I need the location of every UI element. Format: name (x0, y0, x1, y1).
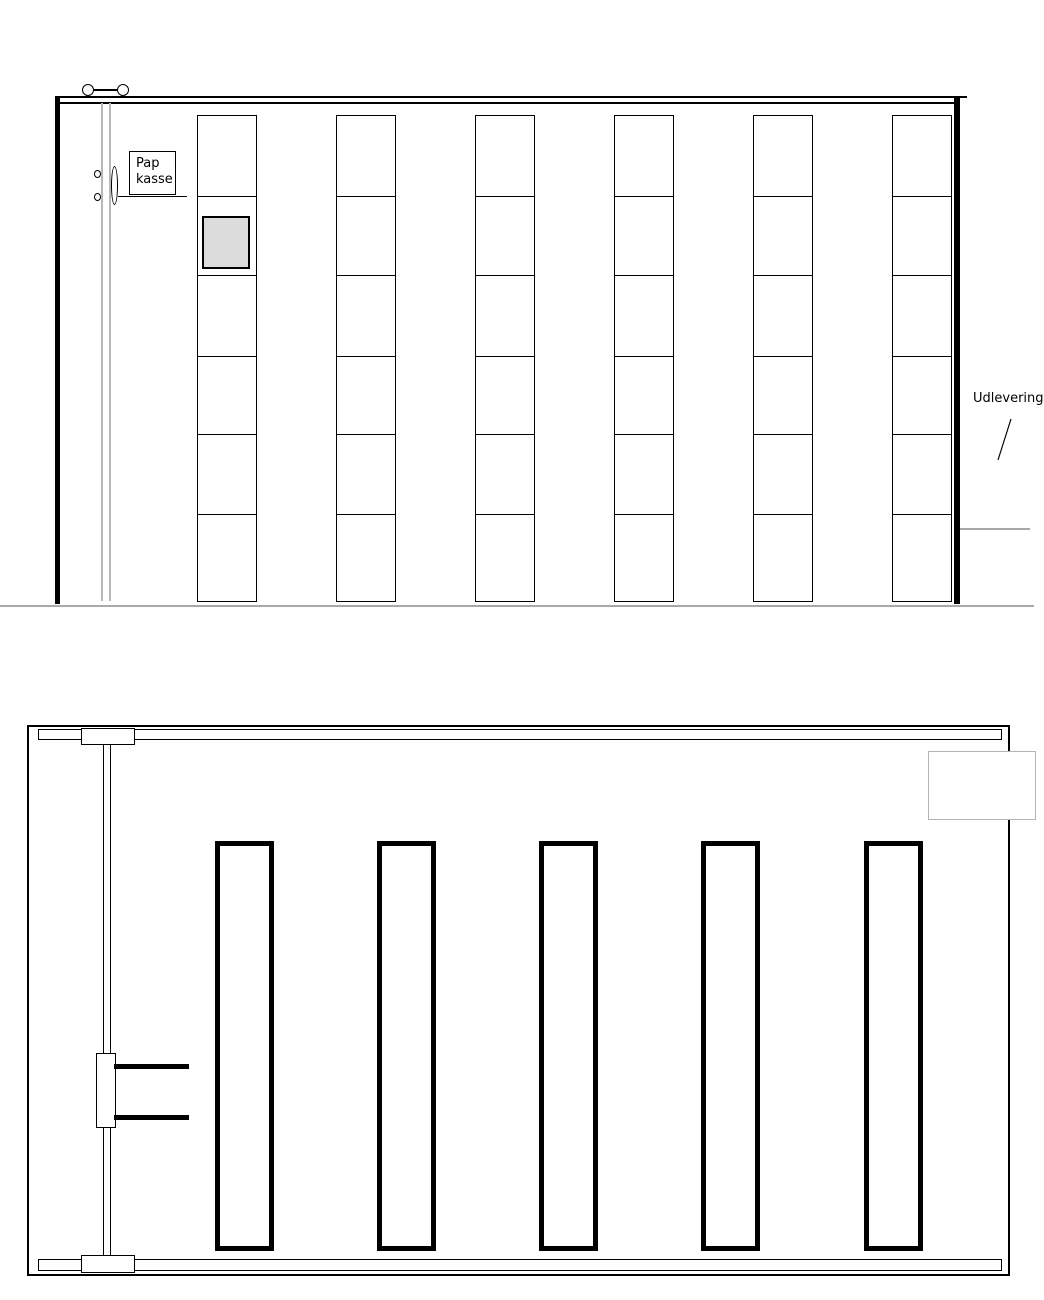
door-rail-mount-top (81, 728, 135, 745)
storage-cell (337, 276, 395, 357)
storage-cell (476, 276, 534, 357)
bottom-wall (38, 1259, 1002, 1271)
storage-column (336, 115, 396, 602)
storage-cell (615, 197, 673, 276)
right-wall (954, 96, 960, 604)
storage-cell (754, 515, 812, 601)
storage-cell (476, 515, 534, 601)
storage-cell (893, 515, 951, 601)
storage-cell (615, 357, 673, 435)
door-screw-icon (94, 170, 101, 178)
storage-cell (754, 197, 812, 276)
handle-bar (114, 1115, 189, 1120)
room-outline (27, 725, 1010, 1276)
side-room-box (928, 751, 1036, 820)
door-handle-plan (96, 1053, 116, 1128)
storage-column (892, 115, 952, 602)
roller-icon (117, 84, 129, 96)
storage-cell (337, 357, 395, 435)
storage-cell (754, 435, 812, 515)
storage-cell (754, 357, 812, 435)
stored-box (202, 216, 250, 269)
storage-cell (893, 276, 951, 357)
storage-cell (476, 116, 534, 197)
pap-kasse-label-box (129, 151, 176, 195)
roller-icon (82, 84, 94, 96)
sliding-door-track-line (101, 103, 103, 601)
storage-cell (198, 515, 256, 601)
storage-cell (615, 116, 673, 197)
storage-cell (337, 435, 395, 515)
shelf-row (215, 841, 274, 1251)
shelf-row (377, 841, 436, 1251)
floor-line (0, 605, 1034, 607)
storage-cell (198, 276, 256, 357)
dock-line (960, 528, 1030, 530)
storage-cell (476, 435, 534, 515)
storage-column (475, 115, 535, 602)
storage-cell (476, 197, 534, 276)
storage-cell (198, 435, 256, 515)
storage-cell (615, 276, 673, 357)
storage-cell (893, 357, 951, 435)
storage-cell (337, 197, 395, 276)
storage-cell (893, 197, 951, 276)
shelf-row (539, 841, 598, 1251)
door-handle-icon (111, 166, 118, 205)
storage-cell (754, 276, 812, 357)
storage-column (753, 115, 813, 602)
pap-kasse-label-line2: kasse (136, 172, 173, 187)
pap-kasse-leader-line (118, 196, 187, 197)
storage-cell (893, 435, 951, 515)
pap-kasse-label-line1: Pap (136, 156, 160, 171)
storage-cell (337, 116, 395, 197)
storage-column (614, 115, 674, 602)
ceiling-rail-bottom-line (55, 102, 954, 104)
storage-cell (893, 116, 951, 197)
handle-bar (114, 1064, 189, 1069)
storage-cell (198, 116, 256, 197)
storage-cell (476, 357, 534, 435)
storage-cell (198, 357, 256, 435)
door-screw-icon (94, 193, 101, 201)
ceiling-rail-top-line (55, 96, 967, 98)
top-wall (38, 729, 1002, 740)
shelf-row (864, 841, 923, 1251)
storage-cell (615, 435, 673, 515)
door-rail-mount-bottom (81, 1255, 135, 1273)
sliding-door-plan (103, 742, 111, 1258)
storage-cell (337, 515, 395, 601)
udlevering-label: Udlevering (973, 391, 1044, 406)
storage-column (197, 115, 257, 602)
storage-cell (754, 116, 812, 197)
udlevering-leader-line (990, 415, 1020, 465)
left-wall (55, 96, 60, 604)
shelf-row (701, 841, 760, 1251)
storage-cell (615, 515, 673, 601)
